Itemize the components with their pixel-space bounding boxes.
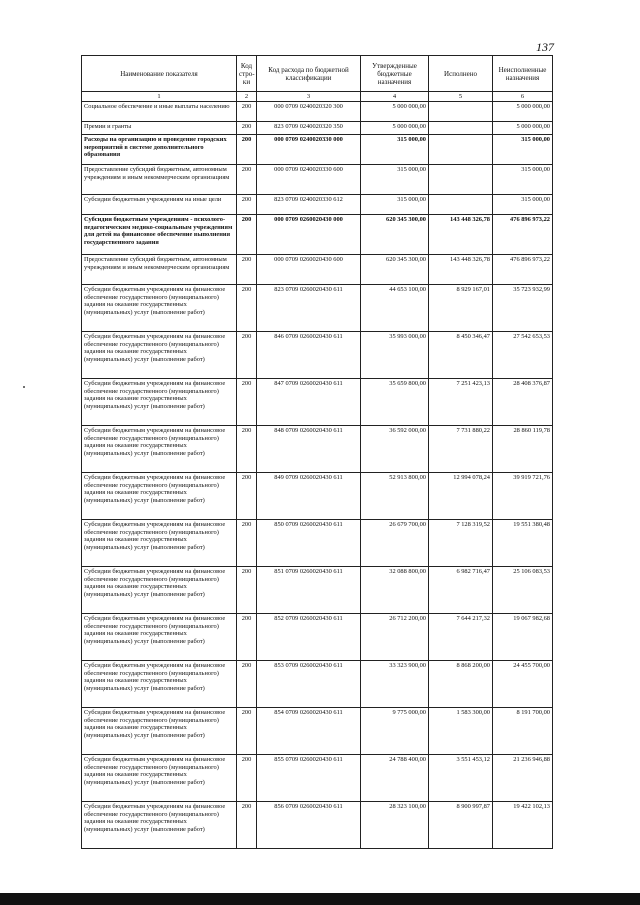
row-remaining-amount: 315 000,00 <box>493 165 553 195</box>
table-row <box>82 473 553 520</box>
table-row <box>82 802 553 849</box>
table-body <box>82 102 553 849</box>
table-row <box>82 255 553 285</box>
row-remaining-amount: 25 106 083,53 <box>493 567 553 614</box>
table-row <box>82 520 553 567</box>
row-line-code: 200 <box>237 520 257 567</box>
row-approved-amount: 35 993 000,00 <box>361 332 429 379</box>
scan-bottom-border <box>0 893 640 905</box>
row-remaining-amount: 35 723 932,99 <box>493 285 553 332</box>
row-line-code: 200 <box>237 165 257 195</box>
budget-execution-table <box>81 55 553 849</box>
row-expense-code: 849 0709 0260020430 611 <box>257 473 361 520</box>
row-indicator-name: Субсидии бюджетным учреждениям на финансовое обеспечение государственного (муниципального) задания на оказание государственных (муниципальных) услуг (выполнение работ) <box>82 614 237 661</box>
table-row <box>82 285 553 332</box>
column-number: 3 <box>257 92 361 102</box>
row-line-code: 200 <box>237 614 257 661</box>
column-number: 5 <box>429 92 493 102</box>
row-remaining-amount: 28 408 376,87 <box>493 379 553 426</box>
row-executed-amount <box>429 135 493 165</box>
row-indicator-name: Субсидии бюджетным учреждениям на финансовое обеспечение государственного (муниципального) задания на оказание государственных (муниципальных) услуг (выполнение работ) <box>82 285 237 332</box>
row-remaining-amount: 27 542 653,53 <box>493 332 553 379</box>
row-executed-amount: 8 900 997,87 <box>429 802 493 849</box>
row-expense-code: 853 0709 0260020430 611 <box>257 661 361 708</box>
row-expense-code: 000 0709 0240020330 000 <box>257 135 361 165</box>
row-approved-amount: 315 000,00 <box>361 135 429 165</box>
row-expense-code: 000 0709 0260020430 000 <box>257 215 361 255</box>
row-indicator-name: Субсидии бюджетным учреждениям - психолого-педагогическим медико-социальным учреждениям для детей на финансовое обеспечение выполнения государственного задания <box>82 215 237 255</box>
row-line-code: 200 <box>237 102 257 122</box>
row-indicator-name: Предоставление субсидий бюджетным, автономным учреждениям и иным некоммерческим организациям <box>82 165 237 195</box>
row-executed-amount: 6 982 716,47 <box>429 567 493 614</box>
row-indicator-name: Субсидии бюджетным учреждениям на финансовое обеспечение государственного (муниципального) задания на оказание государственных (муниципальных) услуг (выполнение работ) <box>82 426 237 473</box>
row-expense-code: 851 0709 0260020430 611 <box>257 567 361 614</box>
row-approved-amount: 9 775 000,00 <box>361 708 429 755</box>
row-remaining-amount: 476 896 973,22 <box>493 215 553 255</box>
row-approved-amount: 28 323 100,00 <box>361 802 429 849</box>
row-indicator-name: Субсидии бюджетным учреждениям на финансовое обеспечение государственного (муниципального) задания на оказание государственных (муниципальных) услуг (выполнение работ) <box>82 708 237 755</box>
table-row <box>82 122 553 135</box>
row-remaining-amount: 315 000,00 <box>493 195 553 215</box>
row-remaining-amount: 8 191 700,00 <box>493 708 553 755</box>
row-expense-code: 854 0709 0260020430 611 <box>257 708 361 755</box>
row-executed-amount <box>429 102 493 122</box>
row-indicator-name: Субсидии бюджетным учреждениям на финансовое обеспечение государственного (муниципального) задания на оказание государственных (муниципальных) услуг (выполнение работ) <box>82 379 237 426</box>
table-row <box>82 614 553 661</box>
row-approved-amount: 24 788 400,00 <box>361 755 429 802</box>
header-executed: Исполнено <box>429 56 493 92</box>
row-expense-code: 856 0709 0260020430 611 <box>257 802 361 849</box>
row-approved-amount: 26 679 700,00 <box>361 520 429 567</box>
header-indicator-name: Наименование показателя <box>82 56 237 92</box>
row-line-code: 200 <box>237 802 257 849</box>
table-row <box>82 215 553 255</box>
column-number: 1 <box>82 92 237 102</box>
row-line-code: 200 <box>237 255 257 285</box>
row-remaining-amount: 19 067 982,68 <box>493 614 553 661</box>
column-number: 4 <box>361 92 429 102</box>
row-executed-amount: 8 868 200,00 <box>429 661 493 708</box>
scan-speck <box>23 386 25 388</box>
row-indicator-name: Социальное обеспечение и иные выплаты населению <box>82 102 237 122</box>
row-indicator-name: Субсидии бюджетным учреждениям на финансовое обеспечение государственного (муниципального) задания на оказание государственных (муниципальных) услуг (выполнение работ) <box>82 473 237 520</box>
header-line-code: Код стро-ки <box>237 56 257 92</box>
row-indicator-name: Субсидии бюджетным учреждениям на финансовое обеспечение государственного (муниципального) задания на оказание государственных (муниципальных) услуг (выполнение работ) <box>82 567 237 614</box>
row-remaining-amount: 28 860 119,78 <box>493 426 553 473</box>
row-approved-amount: 5 000 000,00 <box>361 122 429 135</box>
row-approved-amount: 315 000,00 <box>361 195 429 215</box>
row-executed-amount: 1 583 300,00 <box>429 708 493 755</box>
row-line-code: 200 <box>237 426 257 473</box>
row-line-code: 200 <box>237 755 257 802</box>
column-number: 2 <box>237 92 257 102</box>
table-row <box>82 567 553 614</box>
row-executed-amount <box>429 195 493 215</box>
row-approved-amount: 32 088 800,00 <box>361 567 429 614</box>
row-executed-amount: 12 994 078,24 <box>429 473 493 520</box>
row-approved-amount: 52 913 800,00 <box>361 473 429 520</box>
row-remaining-amount: 5 000 000,00 <box>493 102 553 122</box>
row-executed-amount: 7 251 423,13 <box>429 379 493 426</box>
row-executed-amount: 7 128 319,52 <box>429 520 493 567</box>
header-approved: Утвержденные бюджетные назначения <box>361 56 429 92</box>
row-indicator-name: Субсидии бюджетным учреждениям на финансовое обеспечение государственного (муниципального) задания на оказание государственных (муниципальных) услуг (выполнение работ) <box>82 755 237 802</box>
table-row <box>82 332 553 379</box>
row-line-code: 200 <box>237 195 257 215</box>
row-indicator-name: Премии и гранты <box>82 122 237 135</box>
row-remaining-amount: 24 455 700,00 <box>493 661 553 708</box>
row-approved-amount: 44 653 100,00 <box>361 285 429 332</box>
table-header-row <box>82 56 553 92</box>
row-line-code: 200 <box>237 332 257 379</box>
row-expense-code: 000 0709 0240020320 300 <box>257 102 361 122</box>
row-remaining-amount: 476 896 973,22 <box>493 255 553 285</box>
table-row <box>82 165 553 195</box>
row-remaining-amount: 5 000 000,00 <box>493 122 553 135</box>
column-number: 6 <box>493 92 553 102</box>
row-expense-code: 852 0709 0260020430 611 <box>257 614 361 661</box>
row-indicator-name: Субсидии бюджетным учреждениям на финансовое обеспечение государственного (муниципального) задания на оказание государственных (муниципальных) услуг (выполнение работ) <box>82 661 237 708</box>
row-executed-amount: 3 551 453,12 <box>429 755 493 802</box>
table-row <box>82 708 553 755</box>
table-row <box>82 379 553 426</box>
row-remaining-amount: 19 422 102,13 <box>493 802 553 849</box>
table-row <box>82 755 553 802</box>
row-line-code: 200 <box>237 473 257 520</box>
row-approved-amount: 315 000,00 <box>361 165 429 195</box>
row-indicator-name: Субсидии бюджетным учреждениям на иные цели <box>82 195 237 215</box>
row-executed-amount <box>429 122 493 135</box>
row-executed-amount: 7 644 217,32 <box>429 614 493 661</box>
row-approved-amount: 36 592 000,00 <box>361 426 429 473</box>
row-approved-amount: 26 712 200,00 <box>361 614 429 661</box>
row-remaining-amount: 315 000,00 <box>493 135 553 165</box>
row-remaining-amount: 39 919 721,76 <box>493 473 553 520</box>
row-approved-amount: 620 345 300,00 <box>361 255 429 285</box>
row-executed-amount: 143 448 326,78 <box>429 255 493 285</box>
row-expense-code: 847 0709 0260020430 611 <box>257 379 361 426</box>
column-number-row <box>82 92 553 102</box>
row-expense-code: 848 0709 0260020430 611 <box>257 426 361 473</box>
row-remaining-amount: 21 236 946,88 <box>493 755 553 802</box>
table-row <box>82 135 553 165</box>
row-approved-amount: 35 659 800,00 <box>361 379 429 426</box>
table-row <box>82 195 553 215</box>
row-line-code: 200 <box>237 135 257 165</box>
row-expense-code: 823 0709 0260020430 611 <box>257 285 361 332</box>
row-line-code: 200 <box>237 708 257 755</box>
header-remaining: Неисполненные назначения <box>493 56 553 92</box>
row-executed-amount: 143 448 326,78 <box>429 215 493 255</box>
row-approved-amount: 5 000 000,00 <box>361 102 429 122</box>
row-indicator-name: Предоставление субсидий бюджетным, автономным учреждениям и иным некоммерческим организациям <box>82 255 237 285</box>
row-approved-amount: 620 345 300,00 <box>361 215 429 255</box>
row-executed-amount: 7 731 880,22 <box>429 426 493 473</box>
header-expense-code: Код расхода по бюджетной классификации <box>257 56 361 92</box>
row-line-code: 200 <box>237 215 257 255</box>
row-expense-code: 000 0709 0240020330 600 <box>257 165 361 195</box>
row-expense-code: 000 0709 0260020430 600 <box>257 255 361 285</box>
table-row <box>82 102 553 122</box>
row-expense-code: 846 0709 0260020430 611 <box>257 332 361 379</box>
row-expense-code: 823 0709 0240020330 612 <box>257 195 361 215</box>
row-line-code: 200 <box>237 567 257 614</box>
row-executed-amount <box>429 165 493 195</box>
table-row <box>82 661 553 708</box>
page-number: 137 <box>536 40 554 54</box>
row-line-code: 200 <box>237 122 257 135</box>
row-expense-code: 855 0709 0260020430 611 <box>257 755 361 802</box>
row-indicator-name: Субсидии бюджетным учреждениям на финансовое обеспечение государственного (муниципального) задания на оказание государственных (муниципальных) услуг (выполнение работ) <box>82 332 237 379</box>
row-indicator-name: Субсидии бюджетным учреждениям на финансовое обеспечение государственного (муниципального) задания на оказание государственных (муниципальных) услуг (выполнение работ) <box>82 802 237 849</box>
table-row <box>82 426 553 473</box>
row-line-code: 200 <box>237 379 257 426</box>
row-executed-amount: 8 450 346,47 <box>429 332 493 379</box>
row-line-code: 200 <box>237 661 257 708</box>
row-line-code: 200 <box>237 285 257 332</box>
row-indicator-name: Расходы на организацию и проведение городских мероприятий в системе дополнительного образования <box>82 135 237 165</box>
row-expense-code: 823 0709 0240020320 350 <box>257 122 361 135</box>
row-approved-amount: 33 323 900,00 <box>361 661 429 708</box>
row-indicator-name: Субсидии бюджетным учреждениям на финансовое обеспечение государственного (муниципального) задания на оказание государственных (муниципальных) услуг (выполнение работ) <box>82 520 237 567</box>
row-executed-amount: 8 929 167,01 <box>429 285 493 332</box>
row-remaining-amount: 19 551 380,48 <box>493 520 553 567</box>
row-expense-code: 850 0709 0260020430 611 <box>257 520 361 567</box>
